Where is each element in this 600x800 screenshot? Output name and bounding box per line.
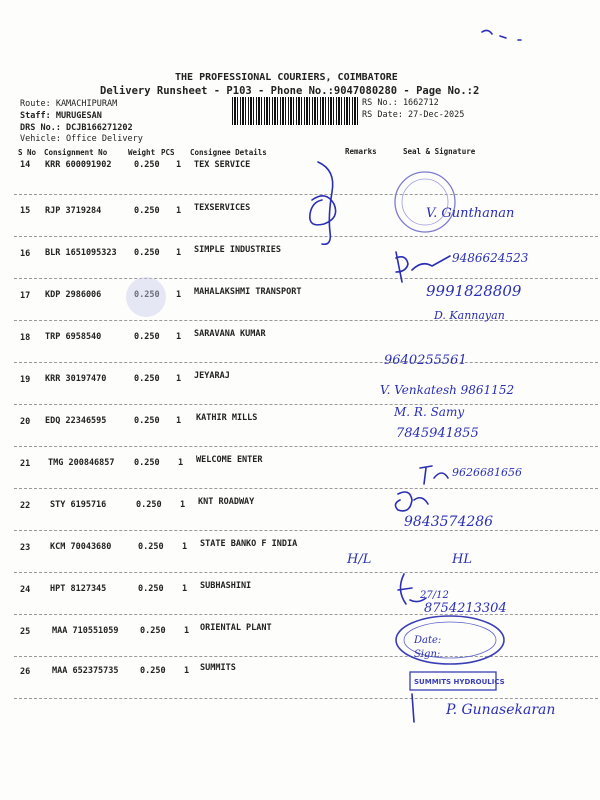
col-consignment: Consignment No <box>44 148 108 157</box>
hw-r20a: M. R. Samy <box>394 405 465 419</box>
row-consignee: KNT ROADWAY <box>198 497 255 507</box>
row-consignee: TEX SERVICE <box>194 160 251 170</box>
route-label: Route: KAMACHIPURAM <box>20 99 118 109</box>
row-sno: 22 <box>20 501 31 511</box>
hw-r20b: 7845941855 <box>396 426 479 441</box>
row-weight: 0.250 <box>138 584 164 594</box>
row-weight: 0.250 <box>134 416 160 426</box>
hw-r24a: 27/12 <box>420 590 449 601</box>
office-stamp-icon <box>395 172 455 232</box>
row-sno: 23 <box>20 543 31 553</box>
row-consignee: STATE BANKO F INDIA <box>200 539 298 549</box>
row-weight: 0.250 <box>134 374 160 384</box>
row-weight: 0.250 <box>134 290 160 300</box>
staff-label: Staff: MURUGESAN <box>20 111 102 121</box>
row-consignee: JEYARAJ <box>194 371 230 381</box>
row-pcs: 1 <box>176 332 182 342</box>
runsheet-title: Delivery Runsheet - P103 - Phone No.:9047080280 - Page No.:2 <box>100 85 480 97</box>
signature-mark <box>420 466 448 484</box>
row-pcs: 1 <box>178 458 184 468</box>
row-consignment: EDQ 22346595 <box>45 416 107 426</box>
row-sno: 20 <box>20 417 31 427</box>
ink-stamp-icon <box>126 277 166 317</box>
hw-r26-sig: P. Gunasekaran <box>446 702 556 718</box>
row-weight: 0.250 <box>134 332 160 342</box>
row-sno: 25 <box>20 627 31 637</box>
hw-r19b: V. Venkatesh 9861152 <box>380 383 515 397</box>
row-consignee: SUMMITS <box>200 663 236 673</box>
hw-r23a: H/L <box>347 552 372 567</box>
row-pcs: 1 <box>176 206 182 216</box>
row-weight: 0.250 <box>134 248 160 258</box>
row-weight: 0.250 <box>138 542 164 552</box>
hw-r17b: D. Kannayan <box>434 309 505 322</box>
row-weight: 0.250 <box>140 666 166 676</box>
row-consignment: KDP 2986006 <box>45 290 102 300</box>
row-consignment: HPT 8127345 <box>50 584 107 594</box>
row-weight: 0.250 <box>140 626 166 636</box>
row-sno: 15 <box>20 206 31 216</box>
office-stamp-icon <box>396 616 504 664</box>
col-seal: Seal & Signature <box>403 147 476 156</box>
row-consignee: ORIENTAL PLANT <box>200 623 272 633</box>
hw-r26-stamp: SUMMITS HYDROULICS <box>414 678 505 686</box>
row-sno: 26 <box>20 667 31 677</box>
row-sno: 24 <box>20 585 31 595</box>
row-weight: 0.250 <box>136 500 162 510</box>
row-sno: 19 <box>20 375 31 385</box>
row-consignee: SARAVANA KUMAR <box>194 329 266 339</box>
row-pcs: 1 <box>176 160 182 170</box>
row-consignee: WELCOME ENTER <box>196 455 263 465</box>
row-sno: 16 <box>20 249 31 259</box>
hw-r17a: 9991828809 <box>426 282 522 300</box>
row-weight: 0.250 <box>134 206 160 216</box>
signature-mark <box>396 252 450 282</box>
col-sno: S No <box>18 148 37 157</box>
col-consignee: Consignee Details <box>190 148 267 157</box>
row-sno: 18 <box>20 333 31 343</box>
hw-r23b: HL <box>452 552 472 567</box>
col-weight: Weight <box>128 148 156 157</box>
company-name: THE PROFESSIONAL COURIERS, COIMBATORE <box>175 72 398 83</box>
row-consignment: MAA 652375735 <box>52 666 119 676</box>
row-consignee: SIMPLE INDUSTRIES <box>194 245 281 255</box>
row-consignment: BLR 1651095323 <box>45 248 117 258</box>
rs-date: RS Date: 27-Dec-2025 <box>362 110 465 120</box>
row-weight: 0.250 <box>134 458 160 468</box>
signature-mark <box>395 492 428 511</box>
row-consignment: STY 6195716 <box>50 500 107 510</box>
row-consignment: TRP 6958540 <box>45 332 102 342</box>
row-weight: 0.250 <box>134 160 160 170</box>
signature-mark <box>412 694 414 722</box>
row-consignee: KATHIR MILLS <box>196 413 258 423</box>
row-consignment: KRR 600091902 <box>45 160 112 170</box>
drs-label: DRS No.: DCJB166271202 <box>20 123 133 133</box>
row-consignee: MAHALAKSHMI TRANSPORT <box>194 287 302 297</box>
col-remarks: Remarks <box>345 147 377 156</box>
row-pcs: 1 <box>176 416 182 426</box>
row-pcs: 1 <box>176 290 182 300</box>
hw-r25-sign: Sign: <box>414 649 441 660</box>
row-pcs: 1 <box>182 584 188 594</box>
row-pcs: 1 <box>176 248 182 258</box>
row-pcs: 1 <box>184 626 190 636</box>
row-consignment: MAA 710551059 <box>52 626 119 636</box>
hw-r24b: 8754213304 <box>424 601 507 616</box>
rs-number: RS No.: 1662712 <box>362 98 439 108</box>
row-pcs: 1 <box>176 374 182 384</box>
row-pcs: 1 <box>180 500 186 510</box>
hw-r21: 9626681656 <box>452 466 522 479</box>
row-consignee: SUBHASHINI <box>200 581 252 591</box>
row-consignee: TEXSERVICES <box>194 203 251 213</box>
hw-r25-date: Date: <box>414 635 442 646</box>
col-pcs: PCS <box>161 148 175 157</box>
row-sno: 17 <box>20 291 31 301</box>
row-pcs: 1 <box>184 666 190 676</box>
hw-r22: 9843574286 <box>404 514 494 530</box>
vehicle-label: Vehicle: Office Delivery <box>20 134 143 144</box>
row-sno: 21 <box>20 459 31 469</box>
row-consignment: KCM 70043680 <box>50 542 112 552</box>
row-consignment: TMG 200846857 <box>48 458 115 468</box>
hw-r16: 9486624523 <box>452 251 529 265</box>
row-pcs: 1 <box>182 542 188 552</box>
signature-mark <box>310 162 336 244</box>
row-consignment: KRR 30197470 <box>45 374 107 384</box>
scribble-mark <box>482 30 521 40</box>
row-consignment: RJP 3719284 <box>45 206 102 216</box>
row-sno: 14 <box>20 160 31 170</box>
hw-r19a: 9640255561 <box>384 353 467 368</box>
hw-r15: V. Gunthanan <box>426 206 515 221</box>
